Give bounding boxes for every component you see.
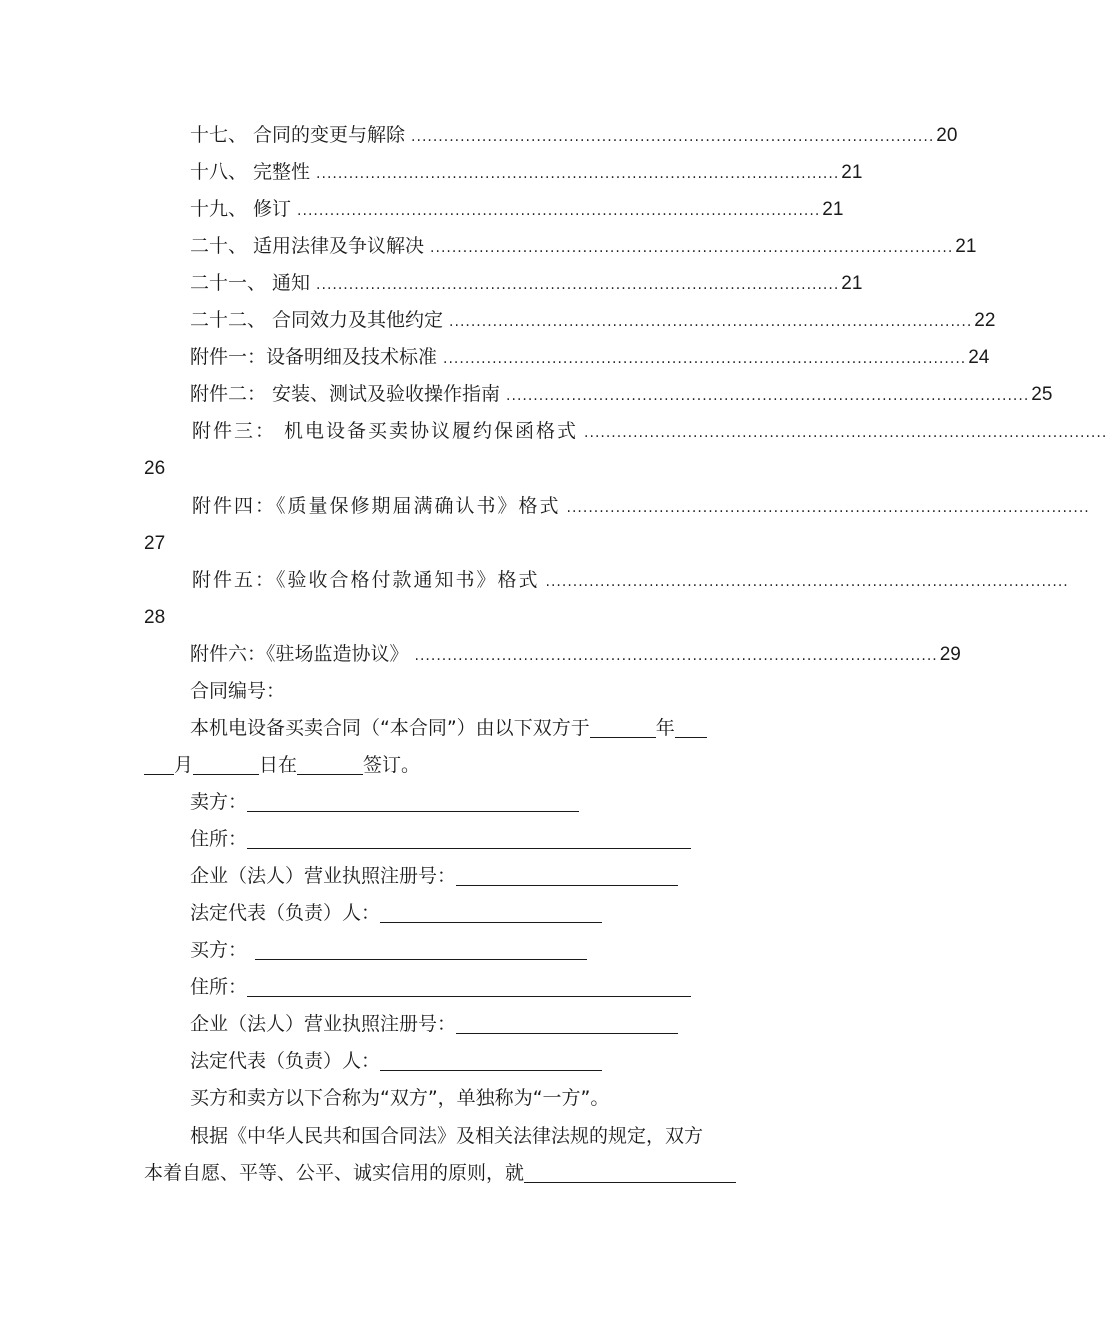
toc-entry[interactable] [190,228,977,265]
buyer-address-field[interactable] [247,974,691,997]
toc-page: 25 [1031,384,1053,405]
toc-page: 21 [841,162,863,183]
intro-text: 本机电设备买卖合同（“本合同”）由以下双方于 [190,717,590,739]
toc-label: 附件二： 安装、测试及验收操作指南 [190,383,501,405]
toc-label: 二十二、 合同效力及其他约定 [190,309,444,331]
seller-rep-field[interactable] [380,900,602,923]
basis-text: 本着自愿、平等、公平、诚实信用的原则，就 [144,1162,525,1184]
toc-label: 附件六：《驻场监造协议》 [190,643,409,665]
toc-leader: ................................................................................................ [430,240,954,256]
toc-page: 26 [144,458,166,479]
buyer-line [190,932,807,969]
buyer-license-label: 企业（法人）营业执照注册号： [190,1013,457,1035]
toc-entry[interactable] [190,265,863,302]
toc-label: 二十一、 通知 [190,272,311,294]
toc-label: 附件三： 机电设备买卖协议履约保函格式 [192,420,579,442]
buyer-name-field[interactable] [255,937,587,960]
toc-entry[interactable] [190,339,990,376]
month-blank-end[interactable] [144,752,174,775]
toc-leader: ................................................................................................ [411,129,935,145]
toc-leader: ................................................................................................ [443,351,967,367]
seller-address-line [190,821,807,858]
toc-page: 28 [144,607,166,628]
toc-leader: ................................................................................................ [297,203,821,219]
contract-number-label: 合同编号： [190,680,286,702]
toc-leader: ................................................................................................ [584,425,1107,441]
parties-note: 买方和卖方以下合称为“双方”，单独称为“一方”。 [190,1087,610,1109]
toc-entry[interactable] [192,488,1090,525]
month-blank-start[interactable] [675,715,707,738]
toc-entry[interactable] [190,154,863,191]
toc-page: 21 [841,273,863,294]
day-blank[interactable] [193,752,259,775]
buyer-rep-field[interactable] [380,1048,602,1071]
buyer-rep-line [190,1043,807,1080]
seller-label: 卖方： [190,791,248,813]
seller-license-label: 企业（法人）营业执照注册号： [190,865,457,887]
toc-page: 20 [936,125,958,146]
seller-rep-line [190,895,807,932]
toc-entry[interactable] [190,302,996,339]
toc-page: 22 [974,310,996,331]
day-label: 日在 [259,754,298,776]
toc-label: 附件五：《验收合格付款通知书》格式 [192,569,540,591]
toc-leader: ................................................................................................ [449,314,973,330]
basis-paragraph-line-2 [144,1155,808,1192]
toc-leader: ................................................................................................ [506,388,1030,404]
buyer-license-field[interactable] [456,1011,678,1034]
toc-leader: ................................................................................................ [566,500,1090,516]
toc-label: 附件四：《质量保修期届满确认书》格式 [192,495,561,517]
subject-blank[interactable] [524,1160,736,1183]
seller-rep-label: 法定代表（负责）人： [190,902,381,924]
basis-paragraph-line-1: 根据《中华人民共和国合同法》及相关法律法规的规定，双方 [190,1125,704,1147]
signed-label: 签订。 [363,754,421,776]
contract-intro-line-2 [144,747,804,784]
toc-entry[interactable] [190,376,1053,413]
toc-page: 27 [144,533,166,554]
toc-entry[interactable] [190,636,961,673]
toc-label: 二十、 适用法律及争议解决 [190,235,425,257]
toc-label: 十八、 完整性 [190,161,311,183]
toc-leader: ................................................................................................ [316,277,840,293]
toc-label: 十九、 修订 [190,198,292,220]
buyer-label: 买方： [190,939,248,961]
toc-page: 24 [968,347,990,368]
toc-page: 21 [822,199,844,220]
toc-leader: ................................................................................................ [414,648,938,664]
toc-label: 附件一：设备明细及技术标准 [190,346,438,368]
seller-address-label: 住所： [190,828,248,850]
buyer-address-line [190,969,807,1006]
toc-entry[interactable] [192,562,1069,599]
buyer-address-label: 住所： [190,976,248,998]
place-blank[interactable] [297,752,363,775]
seller-address-field[interactable] [247,826,691,849]
contract-intro-line [190,710,807,747]
toc-page: 21 [955,236,977,257]
toc-leader: ................................................................................................ [545,574,1069,590]
seller-license-field[interactable] [456,863,678,886]
buyer-rep-label: 法定代表（负责）人： [190,1050,381,1072]
seller-line [190,784,807,821]
toc-entry[interactable] [190,117,958,154]
toc-page: 29 [939,644,961,665]
buyer-license-line [190,1006,807,1043]
month-label: 月 [174,754,194,776]
toc-entry[interactable] [190,191,844,228]
toc-entry[interactable] [192,413,1107,450]
year-label: 年 [655,717,675,739]
seller-name-field[interactable] [247,789,579,812]
toc-leader: ................................................................................................ [316,166,840,182]
toc-label: 十七、 合同的变更与解除 [190,124,406,146]
seller-license-line [190,858,807,895]
year-blank[interactable] [590,715,656,738]
